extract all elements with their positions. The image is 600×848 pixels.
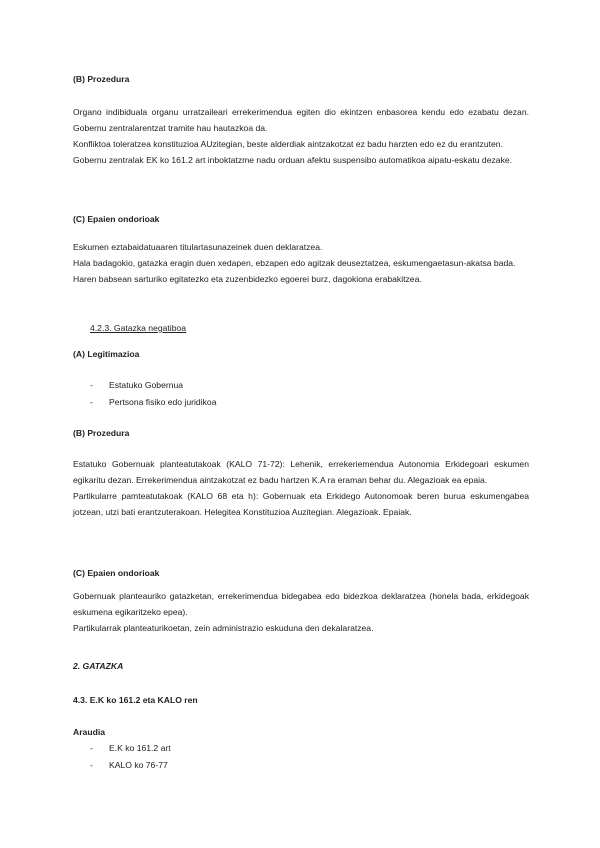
section-c-epaien-heading: (C) Epaien ondorioak: [73, 214, 160, 224]
section-c-epaien-body: [73, 239, 529, 287]
list-item: - Estatuko Gobernua: [90, 380, 184, 390]
paragraph: Hala badagokio, gatazka eragin duen xedapen, ebzapen edo agitzak deuseztatzea, eskumengaetasun-akatsa bada.: [73, 258, 516, 268]
section-b-prozedura-2-heading: (B) Prozedura: [73, 428, 130, 438]
paragraph: Organo indibiduala organu urratzaileari errekerimendua egiten dio ekintzen enbasorea kendu edo ezabatu dezan. Gobernu zentralarentzat tramite hau hautazkoa da.: [73, 107, 529, 133]
araudia-heading: Araudia: [73, 727, 105, 737]
subsection-heading-gatazka-negatiboa: 4.2.3. Gatazka negatiboa: [90, 323, 187, 333]
section-c-epaien-2-heading: (C) Epaien ondorioak: [73, 568, 160, 578]
legitimazioa-list: [73, 377, 529, 411]
paragraph: Konfliktoa toleratzea konstituzioa AUzitegian, beste alderdiak aintzakotzat ez badu harzten edo ez du erantzuten.: [73, 139, 503, 149]
gatazka-heading: 2. GATAZKA: [73, 661, 124, 671]
paragraph: Partikularre pamteatutakoak (KALO 68 eta h): Gobernuak eta Erkidego Autonomoak beren burua eskumengabea jotzean, utzi bati erantzuterakoan. Helegitea Konstituzioa Auzitegian. Alegazioak. Epaiak.: [73, 491, 529, 517]
paragraph: Gobernu zentralak EK ko 161.2 art inboktatzme nadu orduan afektu suspensibo automatikoa aipatu-eskatu dezake.: [73, 155, 513, 165]
section-c-epaien-2-body: [73, 588, 529, 636]
section-4-3-heading: 4.3. E.K ko 161.2 eta KALO ren: [73, 695, 198, 705]
araudia-list: [73, 740, 529, 774]
subsection-heading-wrap: [90, 320, 390, 336]
paragraph: Gobernuak planteauriko gatazketan, errekerimendua bidegabea edo bidezkoa deklaratzea (honela bada, erkidegoak eskumena egikaritzeko epea).: [73, 591, 529, 617]
paragraph: Estatuko Gobernuak planteatutakoak (KALO 71-72): Lehenik, errekeriemendua Autonomia Erkidegoari eskumen egikaritu dezan. Errekerimendua aintzakotzat ez badu hartzen K.A ra eraman behar du. Alegazioak ea epaia.: [73, 459, 529, 485]
paragraph: Haren babsean sarturiko egitatezko eta zuzenbidezko egoerei burz, dagokiona erabakitzea.: [73, 274, 422, 284]
paragraph: Eskumen eztabaidatuaaren titulartasunazeinek duen deklaratzea.: [73, 242, 323, 252]
section-b-prozedura-2-body: [73, 456, 529, 520]
section-b-prozedura-body: [73, 104, 529, 168]
list-item: - KALO ko 76-77: [90, 760, 168, 770]
section-a-legitimazioa-heading: (A) Legitimazioa: [73, 349, 140, 359]
section-b-prozedura-heading: (B) Prozedura: [73, 74, 130, 84]
list-item: - E.K ko 161.2 art: [90, 743, 171, 753]
paragraph: Partikularrak planteaturikoetan, zein administrazio eskuduna den dekalaratzea.: [73, 623, 374, 633]
list-item: - Pertsona fisiko edo juridikoa: [90, 397, 217, 407]
